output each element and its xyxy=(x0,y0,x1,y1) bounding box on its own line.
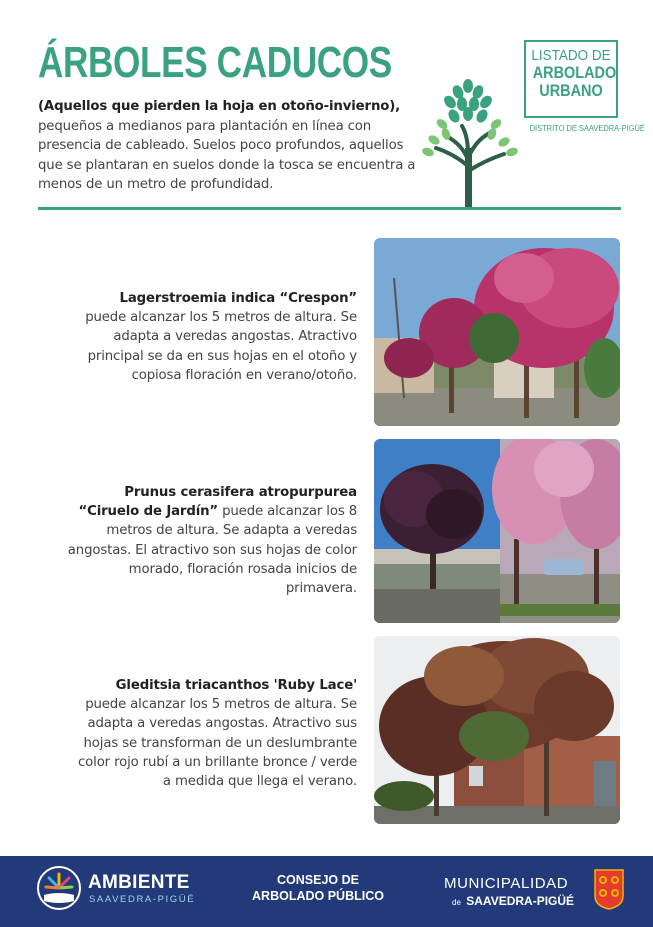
tree-name: Lagerstroemia indica “Crespon” xyxy=(119,291,357,306)
logo-line2: ARBOLADO xyxy=(532,63,617,82)
ambiente-logo-icon xyxy=(36,865,82,911)
photo-ruby-lace xyxy=(374,636,620,824)
ambiente-subtitle: SAAVEDRA-PIGÜÉ xyxy=(89,894,196,905)
logo-line1: LISTADO DE xyxy=(531,47,611,64)
tree-name: Prunus cerasifera atropurpurea “Ciruelo de Jardín” xyxy=(78,485,357,520)
listado-logo xyxy=(524,40,618,118)
photo-crespon xyxy=(374,238,620,426)
consejo-label xyxy=(238,872,398,904)
muni-de: de xyxy=(452,898,461,907)
intro-text xyxy=(38,97,428,195)
tree-entry-crespon xyxy=(77,289,357,385)
logo-district: DISTRITO DE SAAVEDRA-PIGÜÉ xyxy=(529,123,645,133)
intro-bold: (Aquellos que pierden la hoja en otoño-invierno), xyxy=(38,99,401,114)
muni-place: SAAVEDRA-PIGÜÉ xyxy=(466,894,575,908)
tree-description: puede alcanzar los 5 metros de altura. Se adapta a veredas angostas. Atractivo principal se da en sus hojas en el otoño y copiosa floración en verano/otoño. xyxy=(85,310,357,383)
tree-description: puede alcanzar los 5 metros de altura. Se adapta a veredas angostas. Atractivo sus hojas se transforman de un deslumbrante color rojo rubí a un brillante bronce / verde a medida que llega el verano. xyxy=(78,697,357,790)
municipalidad-place xyxy=(452,894,574,908)
logo-line3: URBANO xyxy=(539,81,603,100)
page-title: ÁRBOLES CADUCOS xyxy=(38,38,392,87)
tree-description: puede alcanzar los 8 metros de altura. Se adapta a veredas angostas. El atractivo son sus hojas de color morado, floración rosada inicios de primavera. xyxy=(67,504,357,597)
tree-name: Gleditsia triacanthos 'Ruby Lace' xyxy=(115,678,357,693)
header-divider xyxy=(38,207,621,210)
tree-icon xyxy=(418,74,522,210)
tree-entry-ruby-lace xyxy=(77,676,357,791)
consejo-line1: CONSEJO DE xyxy=(277,873,359,887)
municipal-shield-icon xyxy=(593,868,625,910)
consejo-line2: ARBOLADO PÚBLICO xyxy=(252,889,384,903)
footer-bar xyxy=(0,856,653,927)
tree-entry-ciruelo xyxy=(67,483,357,598)
photo-ciruelo xyxy=(374,439,620,623)
intro-body: pequeños a medianos para plantación en línea con presencia de cableado. Suelos poco profundos, aquellos que se plantaran en suelos donde la tosca se encuentra a menos de un metro de profundidad. xyxy=(38,118,416,192)
ambiente-title: AMBIENTE xyxy=(88,872,190,893)
municipalidad-title: MUNICIPALIDAD xyxy=(444,875,569,892)
